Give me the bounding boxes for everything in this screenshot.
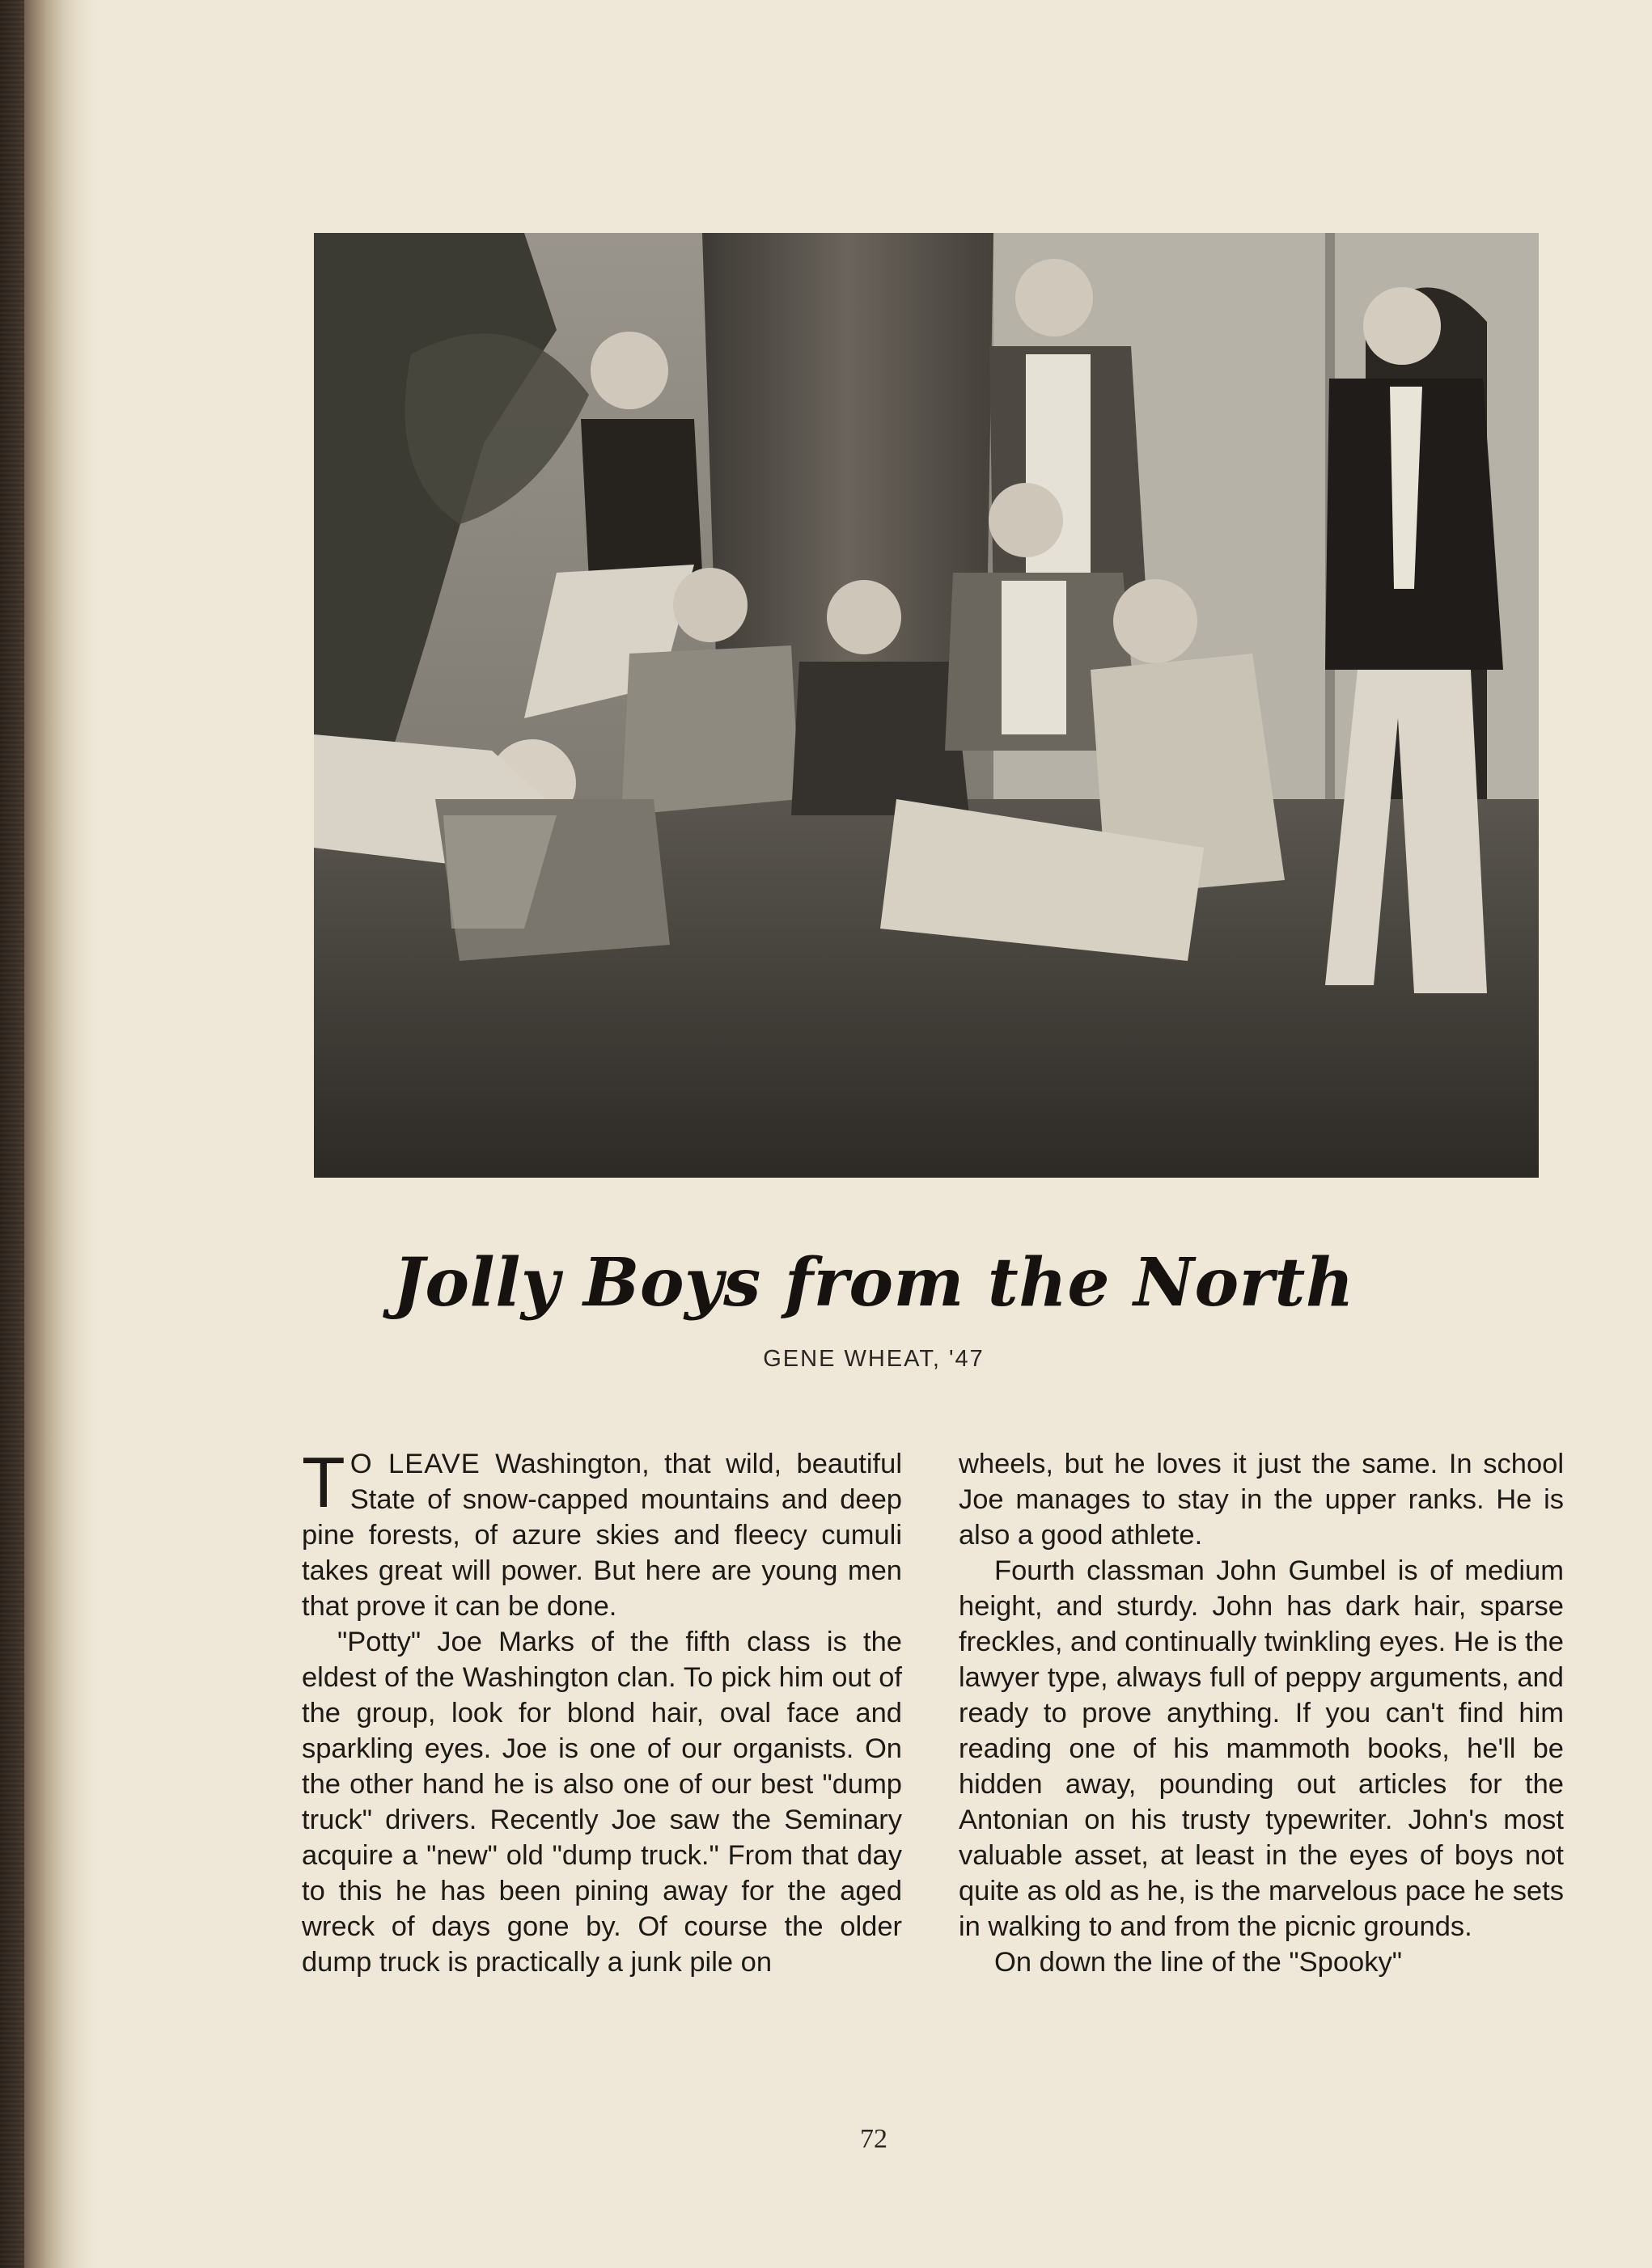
article-paragraph <box>302 1442 902 1624</box>
book-page <box>95 0 1652 2268</box>
group-photo <box>314 233 1539 1178</box>
article-paragraph: "Potty" Joe Marks of the fifth class is the eldest of the Washington clan. To pick him out of the group, look for blond hair, oval face and sparkling eyes. Joe is one of our organists. On the other hand he is also one of our best "dump truck" drivers. Recently Joe saw the Seminary acquire a "new" old "dump truck." From that day to this he has been pining away for the aged wreck of days gone by. Of course the older dump truck is practically a junk pile on <box>302 1627 902 1978</box>
article-paragraph: wheels, but he loves it just the same. In school Joe manages to stay in the upper ranks. He is also a good athlete. <box>959 1449 1564 1551</box>
article-column-right <box>959 1446 1564 1980</box>
drop-cap: T <box>302 1442 345 1522</box>
group-photo-illustration <box>314 233 1539 1178</box>
article-paragraph: Fourth classman John Gumbel is of medium height, and sturdy. John has dark hair, sparse freckles, and continually twinkling eyes. He is the lawyer type, always full of peppy arguments, and ready to prove anything. If you can't find him reading one of his mammoth books, he'll be hidden away, pounding out articles for the Antonian on his trusty typewriter. John's most valuable asset, at least in the eyes of boys not quite as old as he, is the marvelous pace he sets in walking to and from the picnic grounds. <box>959 1555 1564 1942</box>
lead-caps: O LEAVE <box>349 1449 481 1479</box>
article-paragraph: On down the line of the "Spooky" <box>994 1947 1402 1978</box>
book-spine-edge <box>0 0 95 2268</box>
article-column-left <box>302 1442 902 1980</box>
article-title: Jolly Boys from the North <box>393 1244 1354 1322</box>
article-byline: GENE WHEAT, '47 <box>763 1346 985 1372</box>
page-number: 72 <box>860 2124 887 2154</box>
paragraph-text: Washington, that wild, beautiful State of snow-capped mountains and deep pine forests, of azure skies and fleecy cumuli takes great will power. But here are young men that prove it can be done. <box>302 1449 902 1622</box>
